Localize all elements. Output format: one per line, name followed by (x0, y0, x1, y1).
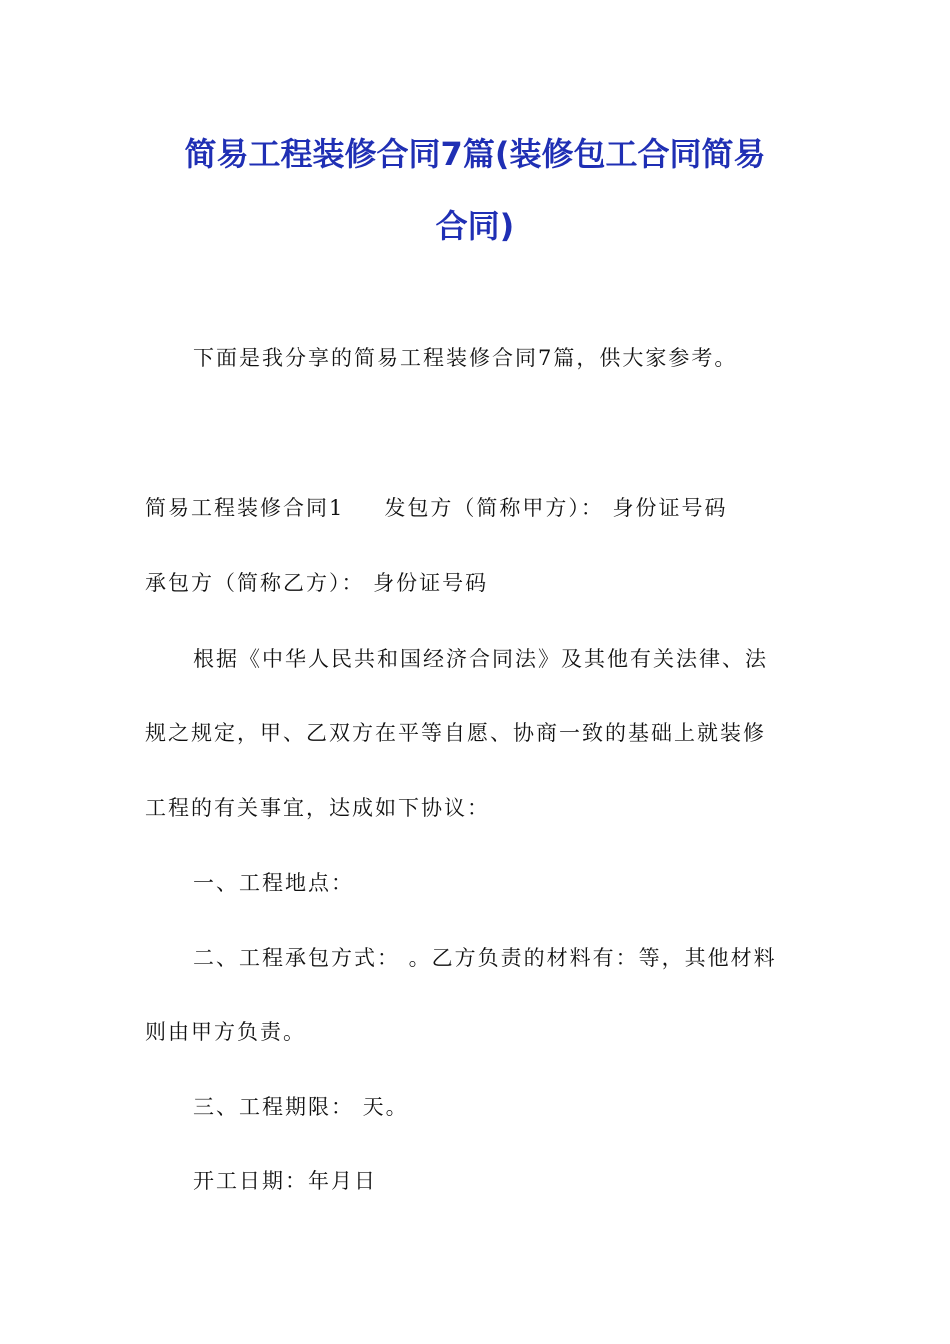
item-1-project-location: 一、工程地点： (193, 871, 354, 895)
paragraph-1-line-2: 规之规定，甲、乙双方在平等自愿、协商一致的基础上就装修 (145, 721, 766, 745)
start-date-line: 开工日期：年月日 (193, 1169, 377, 1193)
intro-paragraph: 下面是我分享的简易工程装修合同7篇，供大家参考。 (193, 346, 738, 370)
document-title-line-2: 合同) (435, 207, 515, 245)
contract-heading: 简易工程装修合同1 (145, 496, 345, 520)
document-title-line-1: 简易工程装修合同7篇(装修包工合同简易 (184, 135, 766, 173)
item-2-line-1: 二、工程承包方式： 。乙方负责的材料有：等，其他材料 (193, 946, 777, 970)
paragraph-1-line-3: 工程的有关事宜，达成如下协议： (145, 796, 490, 820)
contract-heading-row (145, 493, 728, 523)
party-a-line: 发包方（简称甲方）： 身份证号码 (384, 496, 728, 520)
paragraph-1-line-1: 根据《中华人民共和国经济合同法》及其他有关法律、法 (193, 647, 768, 671)
item-3-project-period: 三、工程期限： 天。 (193, 1095, 409, 1119)
party-b-line: 承包方（简称乙方）： 身份证号码 (145, 571, 489, 595)
item-2-line-2: 则由甲方负责。 (145, 1020, 306, 1044)
